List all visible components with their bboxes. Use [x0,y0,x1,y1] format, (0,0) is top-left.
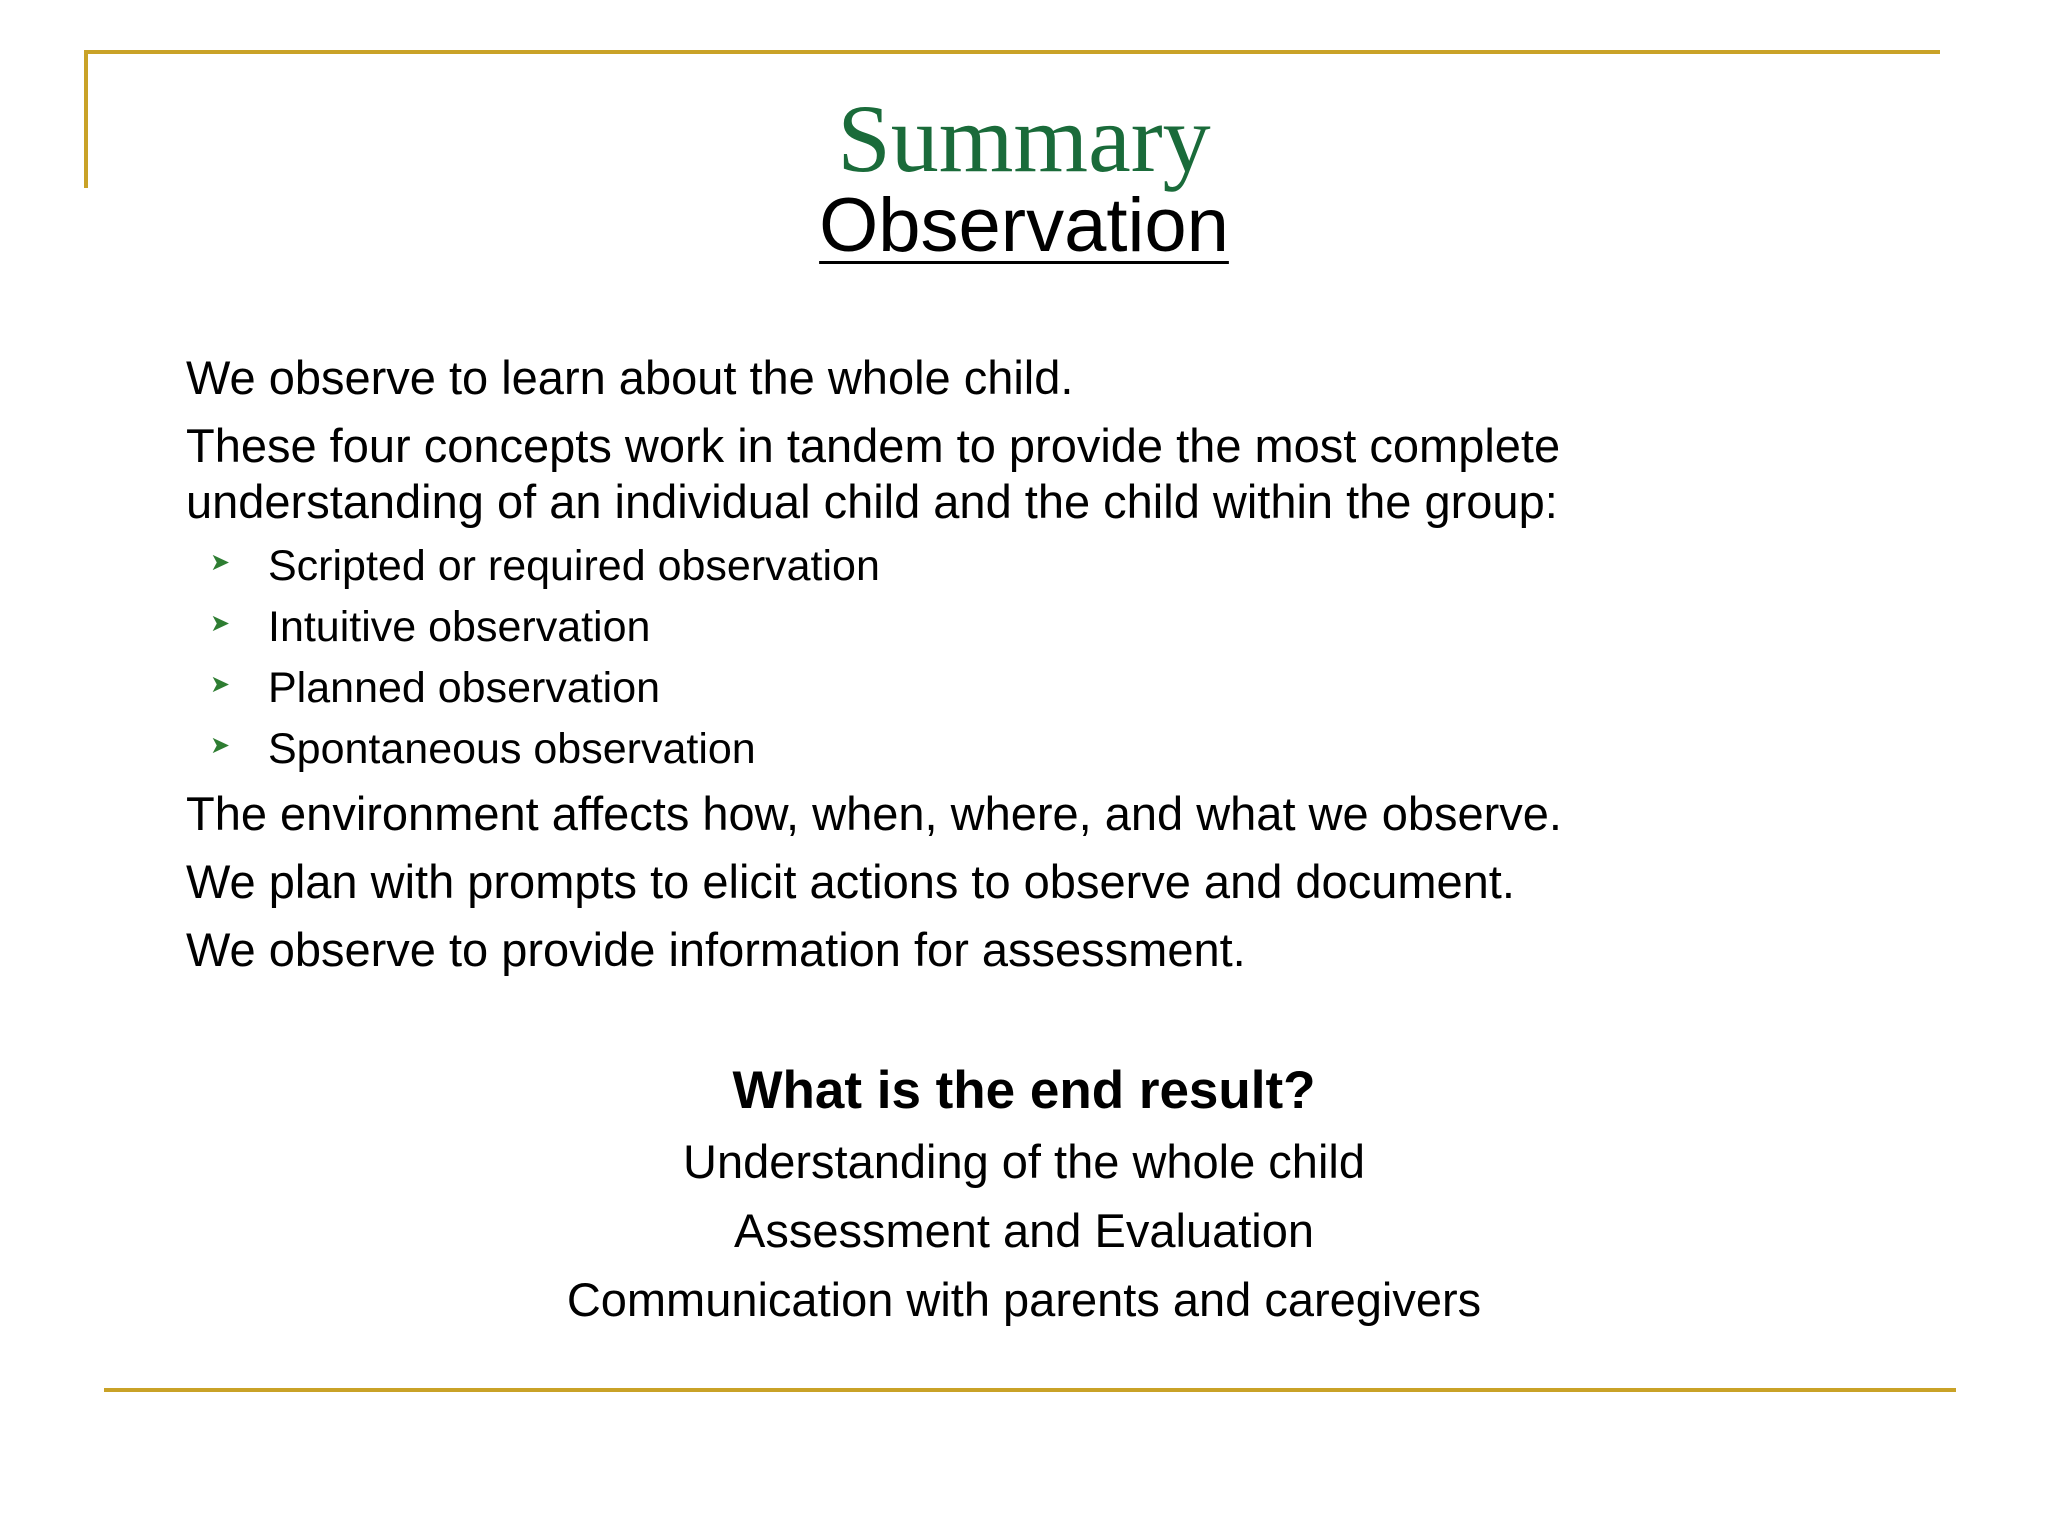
paragraph-prompts: We plan with prompts to elicit actions to observe and document. [186,855,1515,908]
arrow-bullet-icon: ➤ [210,731,231,759]
arrow-bullet-icon: ➤ [210,548,231,576]
slide-subtitle: Observation [819,183,1229,268]
bullet-item-planned [210,662,660,717]
result-line-whole-child: Understanding of the whole child [683,1135,1365,1188]
slide-title: Summary [837,85,1211,192]
paragraph-assessment: We observe to provide information for assessment. [186,923,1246,976]
bullet-label: Spontaneous observation [268,725,756,773]
result-line-communication: Communication with parents and caregivers [566,1273,1482,1326]
paragraph-environment: The environment affects how, when, where, and what we observe. [186,787,1562,840]
bullet-label: Scripted or required observation [268,542,880,590]
bullet-label: Intuitive observation [268,603,651,651]
bullet-item-spontaneous [210,723,756,778]
end-result-heading: What is the end result? [732,1061,1316,1120]
bullet-item-intuitive [210,601,650,656]
paragraph-four-concepts-line1: These four concepts work in tandem to provide the most complete [186,419,1561,472]
arrow-bullet-icon: ➤ [210,670,231,698]
result-line-assessment: Assessment and Evaluation [734,1204,1314,1257]
arrow-bullet-icon: ➤ [210,609,231,637]
paragraph-four-concepts-line2: understanding of an individual child and the child within the group: [186,475,1558,528]
paragraph-whole-child: We observe to learn about the whole child. [186,351,1074,404]
bullet-item-scripted [210,540,880,595]
top-frame-rule [84,50,1940,54]
bullet-label: Planned observation [268,664,661,712]
bottom-frame-rule [104,1388,1956,1392]
